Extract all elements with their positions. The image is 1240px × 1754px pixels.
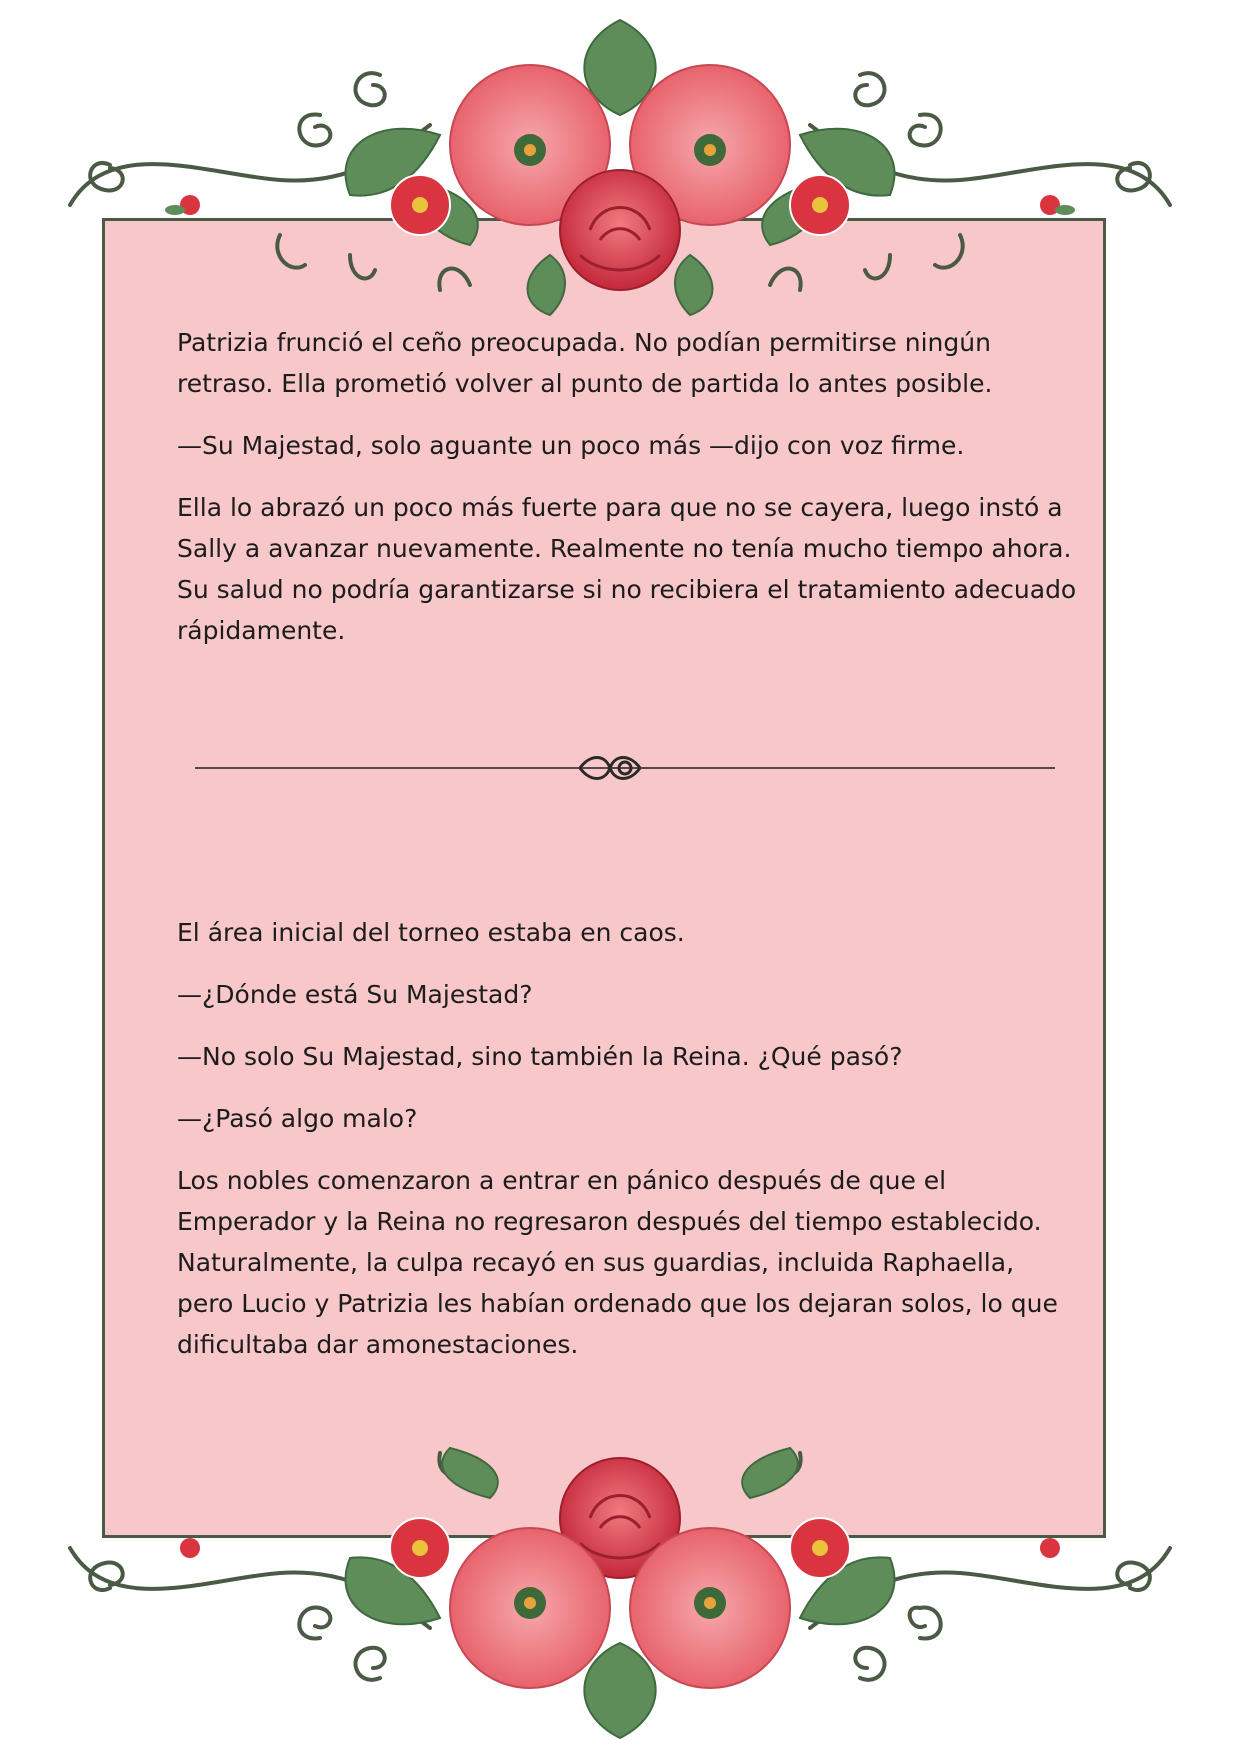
paragraph: —No solo Su Majestad, sino también la Reina. ¿Qué pasó? — [177, 1042, 903, 1071]
top-floral-ornament — [50, 5, 1190, 325]
section-one — [177, 322, 1077, 672]
paragraph: Ella lo abrazó un poco más fuerte para que no se cayera, luego instó a Sally a avanzar nuevamente. Realmente no tenía mucho tiempo ahora. Su salud no podría garantizarse si no recibiera el tratamiento adecuado rápidamente. — [177, 493, 1077, 645]
paragraph: —¿Pasó algo malo? — [177, 1104, 418, 1133]
paragraph: El área inicial del torneo estaba en caos. — [177, 918, 685, 947]
paragraph: Patrizia frunció el ceño preocupada. No podían permitirse ningún retraso. Ella prometió volver al punto de partida lo antes posible. — [177, 328, 993, 398]
paragraph: Los nobles comenzaron a entrar en pánico después de que el Emperador y la Reina no regresaron después del tiempo establecido. Naturalmente, la culpa recayó en sus guardias, incluida Raphaella, pero Lucio y Patrizia les habían ordenado que los dejaran solos, lo que dificultaba dar amonestaciones. — [177, 1166, 1058, 1359]
paragraph: —¿Dónde está Su Majestad? — [177, 980, 533, 1009]
flourish-divider-icon — [195, 748, 1055, 788]
paragraph: —Su Majestad, solo aguante un poco más —dijo con voz firme. — [177, 431, 965, 460]
bottom-floral-ornament — [50, 1418, 1190, 1748]
section-two — [177, 912, 1077, 1386]
